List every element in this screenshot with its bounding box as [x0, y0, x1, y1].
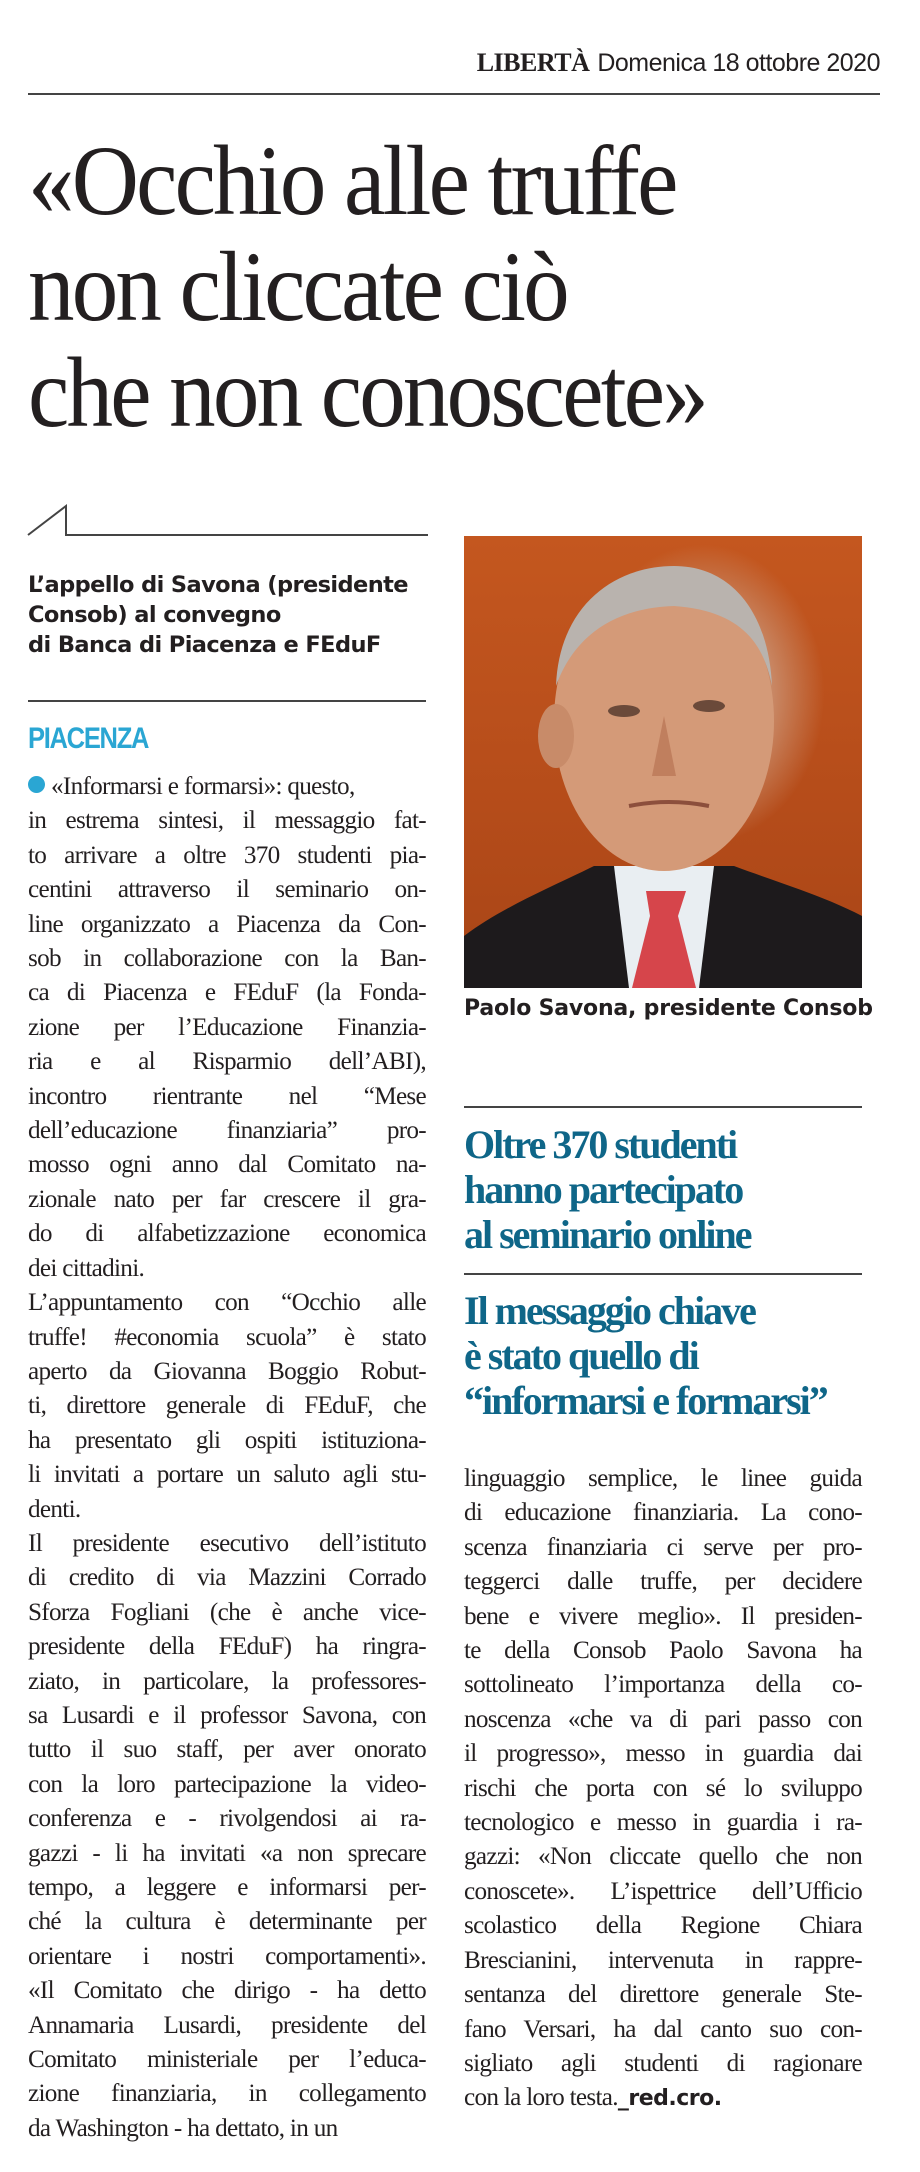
body-line: il progresso», messo in guardia dai [464, 1740, 862, 1768]
body-line: dei cittadini. [28, 1254, 145, 1282]
body-line: ria e al Risparmio dell’ABI), [28, 1048, 426, 1076]
body-line: L’appuntamento con “Occhio alle [28, 1289, 426, 1317]
body-line: zione per l’Educazione Finanzia- [28, 1013, 426, 1041]
photo-caption: Paolo Savona, presidente Consob [464, 996, 873, 1021]
body-line: teggerci dalle truffe, per decidere [464, 1568, 862, 1596]
subhead [28, 570, 438, 660]
body-line: scenza finanziaria ci serve per pro- [464, 1533, 862, 1561]
pull-quote-2 [464, 1288, 864, 1423]
subhead-line: di Banca di Piacenza e FEduF [28, 632, 381, 658]
body-line: sentanza del direttore generale Ste- [464, 1981, 862, 2009]
pull-quote-rule [464, 1273, 862, 1275]
body-line: te della Consob Paolo Savona ha [464, 1637, 862, 1665]
portrait-photo [464, 536, 862, 988]
subhead-line: L’appello di Savona (presidente [28, 572, 408, 598]
section-bracket-line [26, 504, 430, 538]
portrait-illustration [464, 536, 862, 988]
headline-line: «Occhio alle truffe [28, 125, 676, 236]
body-line: conferenza e - rivolgendosi ai ra- [28, 1805, 426, 1833]
body-line: linguaggio semplice, le linee guida [464, 1465, 862, 1492]
body-line [28, 770, 426, 804]
body-line: Comitato ministeriale per l’educa- [28, 2046, 426, 2074]
pull-quote-rule [464, 1106, 862, 1108]
body-line [464, 2081, 862, 2116]
body-line: presidente della FEduF) ha ringra- [28, 1633, 426, 1661]
subhead-line: Consob) al convegno [28, 602, 281, 628]
body-line: denti. [28, 1495, 81, 1523]
body-line: to arrivare a oltre 370 studenti pia- [28, 841, 426, 869]
body-line: «Il Comitato che dirigo - ha detto [28, 1977, 426, 2005]
body-line: di educazione finanziaria. La cono- [464, 1499, 862, 1527]
body-line: orientare i nostri comportamenti». [28, 1942, 426, 1970]
dateline-kicker: PIACENZA [28, 722, 149, 755]
pull-quote-line: Oltre 370 studenti [464, 1122, 737, 1167]
body-line: gazzi: «Non cliccate quello che non [464, 1843, 862, 1871]
author-signature: _red.cro. [617, 2086, 722, 2112]
body-line: centini attraverso il seminario on- [28, 876, 426, 904]
body-line: da Washington - ha dettato, in un [28, 2114, 338, 2142]
body-line: sob in collaborazione con la Ban- [28, 945, 426, 973]
body-line: tempo, a leggere e informarsi per- [28, 1874, 426, 1901]
body-line: con la loro partecipazione la video- [28, 1770, 426, 1798]
body-line: mosso ogni anno dal Comitato na- [28, 1151, 426, 1179]
body-line: tecnologico e messo in guardia i ra- [464, 1809, 862, 1837]
body-line: scolastico della Regione Chiara [464, 1912, 862, 1940]
article-body-right [464, 1462, 862, 2117]
body-line: gazzi - li ha invitati «a non sprecare [28, 1839, 426, 1867]
pull-quote-line: al seminario online [464, 1212, 751, 1257]
body-line: line organizzato a Piacenza da Con- [28, 910, 426, 938]
headline-line: che non conoscete» [28, 337, 706, 448]
body-line: rischi che porta con sé lo sviluppo [464, 1774, 862, 1802]
body-line: in estrema sintesi, il messaggio fat- [28, 807, 426, 835]
pull-quote-line: è stato quello di [464, 1333, 698, 1378]
body-line: ziato, in particolare, la professores- [28, 1667, 426, 1695]
body-line: bene e vivere meglio». Il presiden- [464, 1602, 862, 1630]
masthead-rule [28, 93, 880, 95]
body-line: ti, direttore generale di FEduF, che [28, 1392, 426, 1420]
body-line: sigliato agli studenti di ragionare [464, 2049, 862, 2077]
headline [28, 125, 837, 448]
body-line: dell’educazione finanziaria” pro- [28, 1117, 426, 1145]
body-line: di credito di via Mazzini Corrado [28, 1564, 426, 1592]
body-line: zione finanziaria, in collegamento [28, 2080, 426, 2108]
pull-quote-1 [464, 1122, 864, 1257]
headline-line: non cliccate ciò [28, 231, 567, 342]
body-line: ché la cultura è determinante per [28, 1908, 426, 1936]
body-line: tutto il suo staff, per aver onorato [28, 1736, 426, 1764]
body-line: aperto da Giovanna Boggio Robut- [28, 1357, 426, 1385]
body-line: ha presentato gli ospiti istituziona- [28, 1426, 426, 1454]
body-line: Annamaria Lusardi, presidente del [28, 2011, 426, 2039]
article-body-left [28, 770, 426, 2146]
body-line-text: con la loro testa. [464, 2084, 618, 2112]
body-line: incontro rientrante nel “Mese [28, 1082, 426, 1110]
body-line: conoscete». L’ispettrice dell’Ufficio [464, 1877, 862, 1905]
body-line: ca di Piacenza e FEduF (la Fonda- [28, 979, 426, 1007]
newspaper-name: LIBERTÀ [476, 48, 590, 77]
masthead [477, 48, 880, 78]
body-line: truffe! #economia scuola” è stato [28, 1323, 426, 1351]
body-line: fano Versari, ha dal canto suo con- [464, 2015, 862, 2043]
pull-quote-line: Il messaggio chiave [464, 1288, 755, 1333]
body-line: li invitati a portare un saluto agli stu- [28, 1461, 426, 1489]
pull-quote-line: “informarsi e formarsi” [464, 1378, 827, 1423]
body-line: sottolineato l’importanza della co- [464, 1671, 862, 1699]
bullet-dot-icon [28, 776, 45, 793]
body-line: Brescianini, intervenuta in rappre- [464, 1946, 862, 1974]
body-line-text: «Informarsi e formarsi»: questo, [51, 773, 355, 800]
body-line: zionale nato per far crescere il gra- [28, 1185, 426, 1213]
body-line: Sforza Fogliani (che è anche vice- [28, 1598, 426, 1626]
body-line: do di alfabetizzazione economica [28, 1220, 426, 1248]
body-line: Il presidente esecutivo dell’istituto [28, 1529, 426, 1557]
issue-date: Domenica 18 ottobre 2020 [597, 49, 880, 77]
body-line: sa Lusardi e il professor Savona, con [28, 1701, 426, 1729]
kicker-rule [28, 700, 426, 702]
body-line: noscenza «che va di pari passo con [464, 1705, 862, 1733]
pull-quote-line: hanno partecipato [464, 1167, 743, 1212]
